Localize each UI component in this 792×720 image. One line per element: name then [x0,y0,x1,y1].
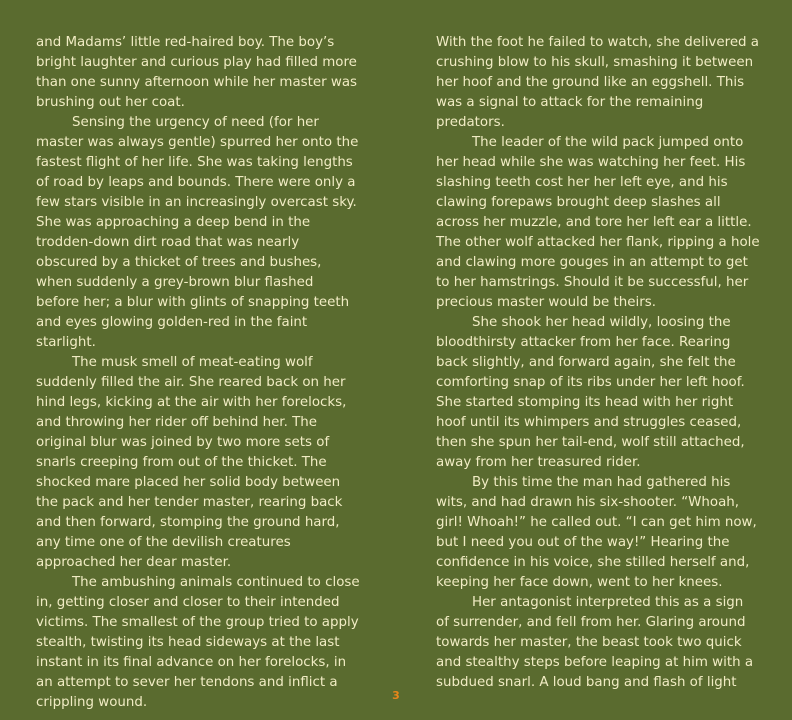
paragraph: and Madams’ little red-haired boy. The boy’s bright laughter and curious play had filled more than one sunny afternoon while her master was brushing out her coat. [36,35,358,110]
paragraph: The ambushing animals continued to close in, getting closer and closer to their intended victims. The smallest of the group tried to apply stealth, twisting its head sideways at the last instant in its final advance on her forelocks, in an attempt to sever her tendons and inflict a crippling wound. [36,575,360,710]
paragraph: She shook her head wildly, loosing the bloodthirsty attacker from her face. Rearing back slightly, and forward again, she felt the comforting snap of its ribs under her left hoof. She started stomping its head with her right hoof until its whimpers and struggles ceased, then she spun her tail-end, wolf still attached, away from her treasured rider. [436,315,745,470]
right-text-column [436,33,760,693]
paragraph: With the foot he failed to watch, she delivered a crushing blow to his skull, smashing it between her hoof and the ground like an eggshell. This was a signal to attack for the remaining predators. [436,35,760,130]
paragraph: By this time the man had gathered his wits, and had drawn his six-shooter. “Whoah, girl! Whoah!” he called out. “I can get him now, but I need you out of the way!” Hearing the confidence in his voice, she stilled herself and, keeping her face down, went to her knees. [436,475,757,590]
left-text-column [36,33,360,713]
paragraph: Sensing the urgency of need (for her master was always gentle) spurred her onto the fastest flight of her life. She was taking lengths of road by leaps and bounds. There were only a few stars visible in an increasingly overcast sky. She was approaching a deep bend in the trodden-down dirt road that was nearly obscured by a thicket of trees and bushes, when suddenly a grey-brown blur flashed before her; a blur with glints of snapping teeth and eyes glowing golden-red in the faint starlight. [36,115,359,350]
paragraph: The leader of the wild pack jumped onto her head while she was watching her feet. His slashing teeth cost her her left eye, and his clawing forepaws brought deep slashes all across her muzzle, and tore her left ear a little. The other wolf attacked her flank, ripping a hole and clawing more gouges in an attempt to get to her hamstrings. Should it be successful, her precious master would be theirs. [436,135,760,310]
page-number: 3 [392,689,400,702]
paragraph: Her antagonist interpreted this as a sign of surrender, and fell from her. Glaring around towards her master, the beast took two quick and stealthy steps before leaping at him with a subdued snarl. A loud bang and flash of light [436,595,754,690]
paragraph: The musk smell of meat-eating wolf suddenly filled the air. She reared back on her hind legs, kicking at the air with her forelocks, and throwing her rider off behind her. The original blur was joined by two more sets of snarls creeping from out of the thicket. The shocked mare placed her solid body between the pack and her tender master, rearing back and then forward, stomping the ground hard, any time one of the devilish creatures approached her dear master. [36,355,347,570]
